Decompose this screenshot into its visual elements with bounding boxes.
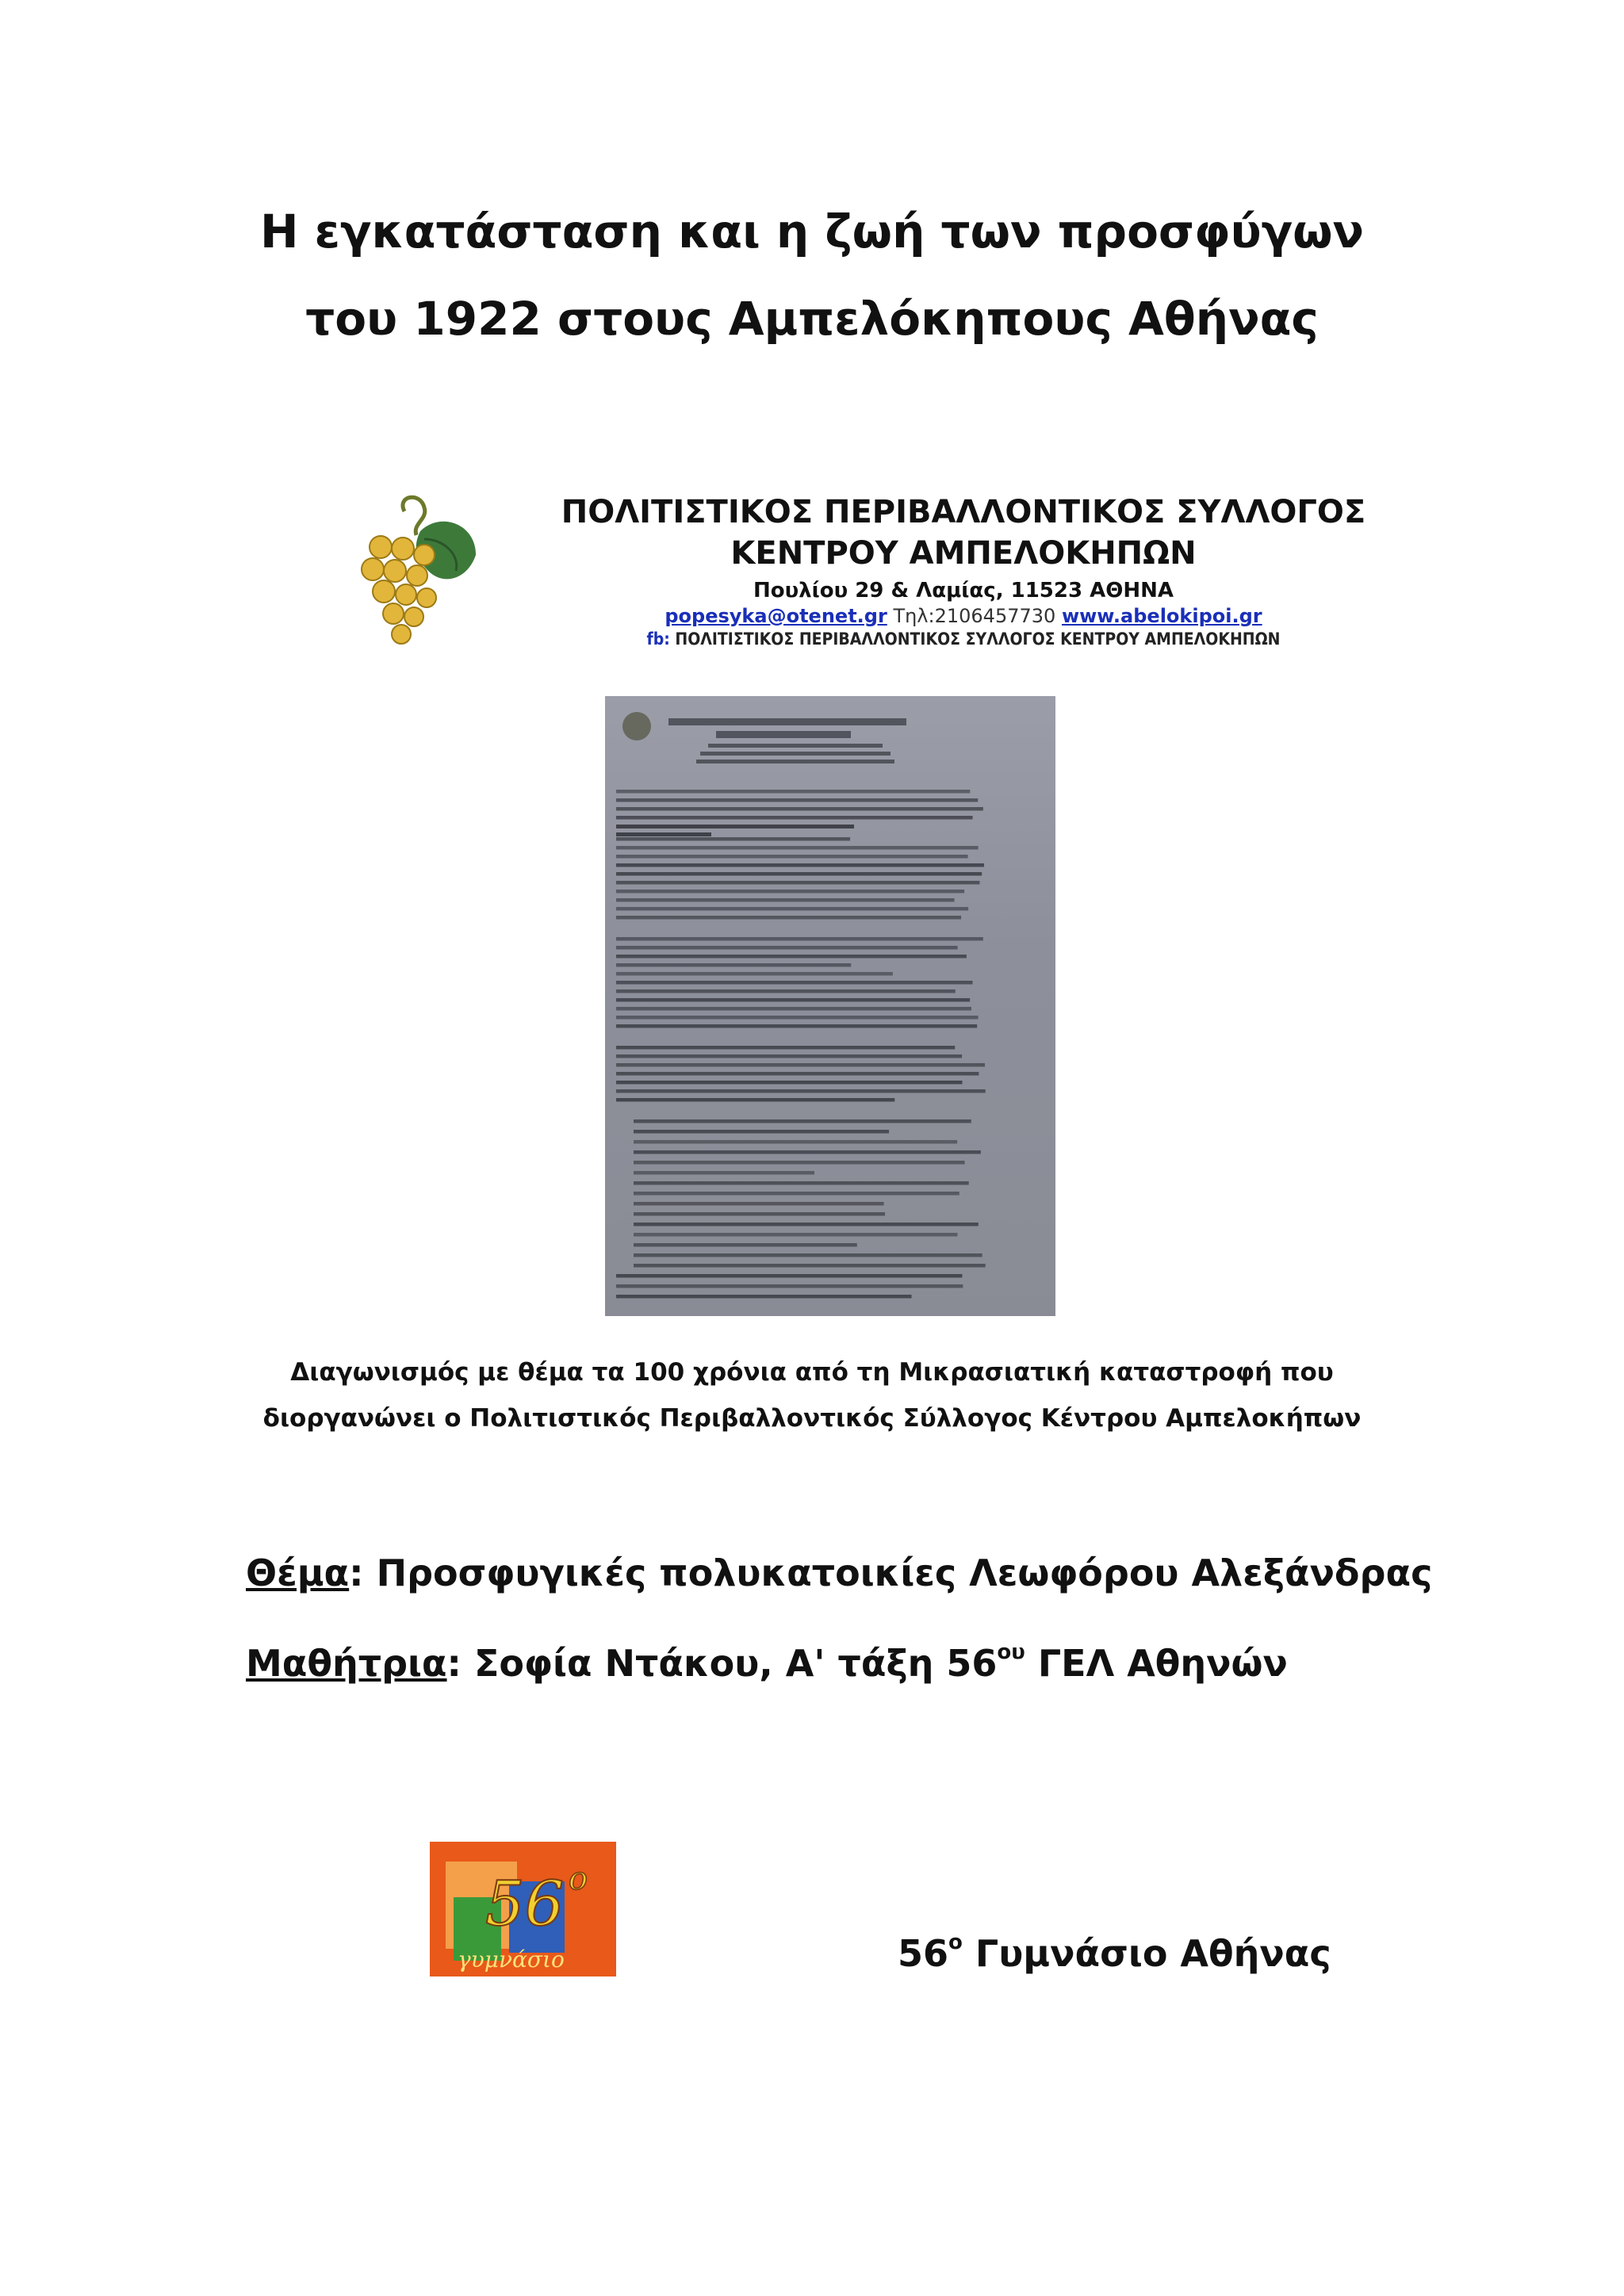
school-number: 56: [898, 1932, 949, 1975]
document-title-line-1: Η εγκατάσταση και η ζωή των προσφύγων: [259, 205, 1365, 258]
svg-text:γυμνάσιο: γυμνάσιο: [458, 1946, 565, 1973]
student-value: : Σοφία Ντάκου, Α' τάξη 56: [446, 1642, 998, 1685]
theme-line: [246, 1549, 1432, 1597]
svg-text:ο: ο: [569, 1861, 588, 1897]
svg-text:56: 56: [485, 1869, 565, 1940]
student-sup: ου: [997, 1640, 1025, 1664]
student-line: [246, 1628, 1288, 1687]
association-address: Πουλίου 29 & Λαμίας, 11523 ΑΘΗΝΑ: [753, 579, 1174, 603]
student-label: Μαθήτρια: [246, 1642, 447, 1685]
competition-line-1: Διαγωνισμός με θέμα τα 100 χρόνια από τη Μικρασιατική καταστροφή που: [290, 1358, 1334, 1387]
website-link[interactable]: www.abelokipoi.gr: [1061, 605, 1262, 627]
school-sup: ο: [948, 1931, 963, 1954]
school-name: [898, 1919, 1331, 1977]
phone-text: Τηλ:2106457730: [893, 605, 1056, 627]
association-contact: [468, 604, 1459, 628]
association-header: [349, 492, 1624, 658]
facebook-line: [468, 628, 1459, 650]
fb-page-name: ΠΟΛΙΤΙΣΤΙΚΟΣ ΠΕΡΙΒΑΛΛΟΝΤΙΚΟΣ ΣΥΛΛΟΓΟΣ ΚΕΝΤΡΟΥ ΑΜΠΕΛΟΚΗΠΩΝ: [675, 629, 1281, 649]
fb-prefix: fb:: [646, 629, 670, 649]
school-name-text: Γυμνάσιο Αθήνας: [962, 1932, 1331, 1975]
grapes-logo-icon: [349, 492, 484, 654]
email-link[interactable]: popesyka@otenet.gr: [665, 605, 887, 627]
theme-label: Θέμα: [246, 1552, 350, 1594]
association-name-line-1: ΠΟΛΙΤΙΣΤΙΚΟΣ ΠΕΡΙΒΑΛΛΟΝΤΙΚΟΣ ΣΥΛΛΟΓΟΣ: [561, 494, 1366, 530]
theme-value: : Προσφυγικές πολυκατοικίες Λεωφόρου Αλεξάνδρας: [349, 1552, 1433, 1594]
document-photo: [605, 696, 1055, 1316]
school-logo-icon: [430, 1842, 616, 1976]
competition-line-2: διοργανώνει ο Πολιτιστικός Περιβαλλοντικός Σύλλογος Κέντρου Αμπελοκήπων: [262, 1404, 1362, 1433]
student-suffix: ΓΕΛ Αθηνών: [1025, 1642, 1288, 1685]
association-name-line-2: ΚΕΝΤΡΟΥ ΑΜΠΕΛΟΚΗΠΩΝ: [730, 535, 1197, 572]
document-title-line-2: του 1922 στους Αμπελόκηπους Αθήνας: [305, 292, 1319, 346]
